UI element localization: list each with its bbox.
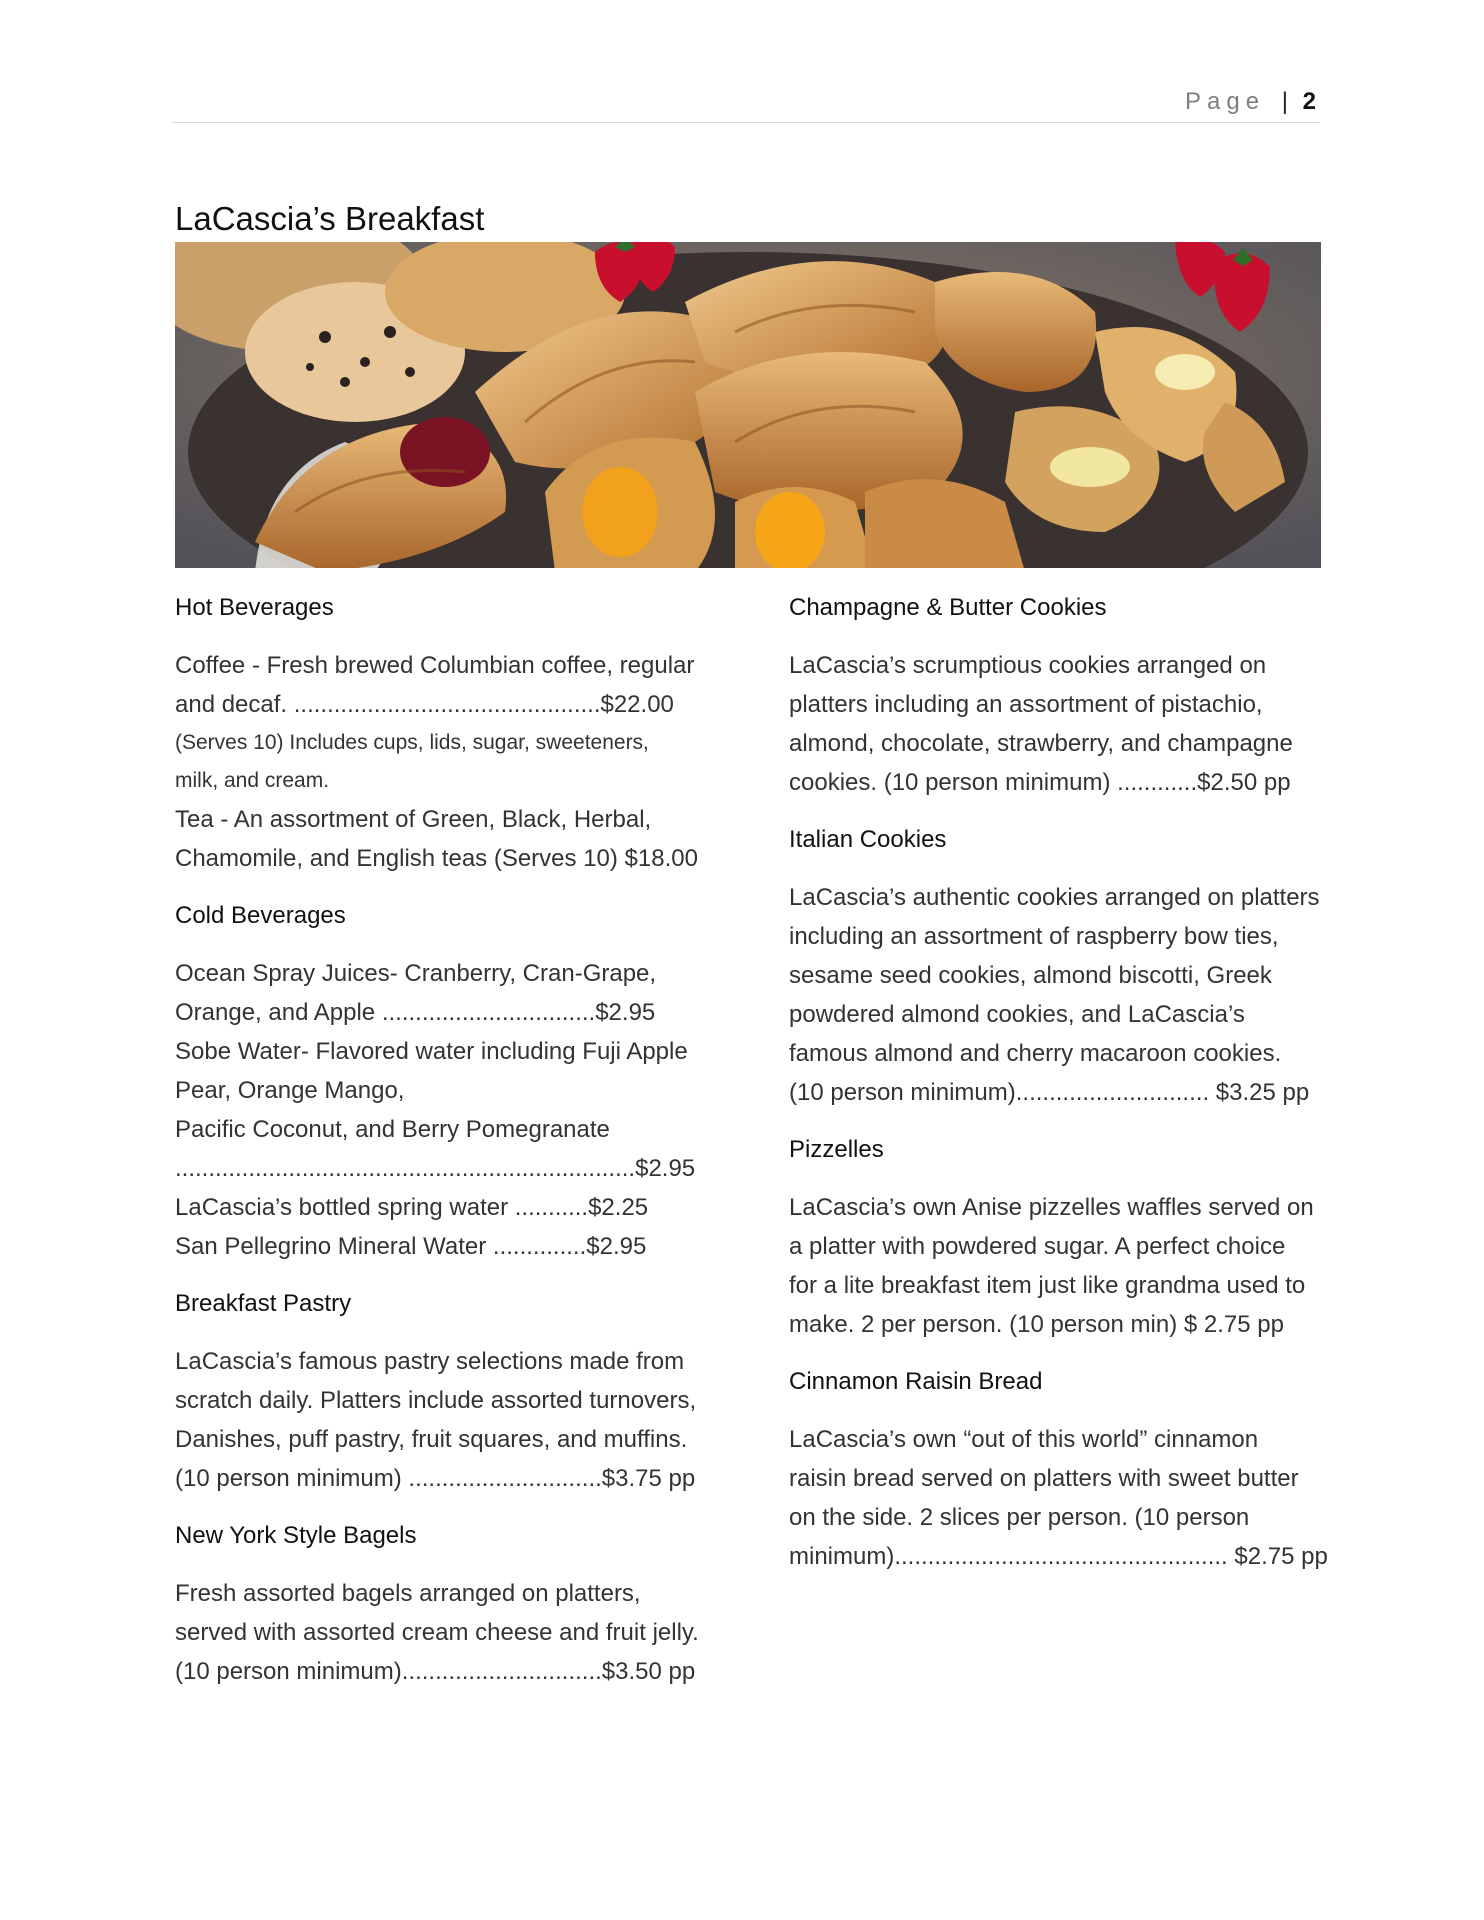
section-title: New York Style Bagels bbox=[175, 1522, 417, 1549]
section-title: Cinnamon Raisin Bread bbox=[789, 1368, 1043, 1395]
menu-line: LaCascia’s bottled spring water ...........$2.25 bbox=[175, 1194, 649, 1221]
menu-line: including an assortment of raspberry bow ties, bbox=[789, 923, 1279, 950]
menu-line: almond, chocolate, strawberry, and champagne bbox=[789, 730, 1293, 757]
menu-line: platters including an assortment of pistachio, bbox=[789, 691, 1263, 718]
left-column bbox=[175, 590, 735, 1697]
page-title: LaCascia’s Breakfast bbox=[175, 200, 485, 238]
section-title: Cold Beverages bbox=[175, 902, 346, 929]
menu-line: San Pellegrino Mineral Water ..............$2.95 bbox=[175, 1233, 647, 1260]
section-title: Italian Cookies bbox=[789, 826, 947, 853]
menu-line: minimum).................................................. $2.75 pp bbox=[789, 1543, 1328, 1570]
menu-line: a platter with powdered sugar. A perfect choice bbox=[789, 1233, 1286, 1260]
menu-line: Danishes, puff pastry, fruit squares, and muffins. bbox=[175, 1426, 688, 1453]
menu-line: LaCascia’s scrumptious cookies arranged on bbox=[789, 652, 1267, 679]
section-title: Pizzelles bbox=[789, 1136, 884, 1163]
page-number-label bbox=[1185, 88, 1316, 116]
menu-line: LaCascia’s authentic cookies arranged on platters bbox=[789, 884, 1320, 911]
menu-section-pizzelles bbox=[789, 1132, 1329, 1358]
menu-line: Ocean Spray Juices- Cranberry, Cran-Grape, bbox=[175, 960, 657, 987]
menu-line: on the side. 2 slices per person. (10 person bbox=[789, 1504, 1250, 1531]
menu-section-bagels bbox=[175, 1518, 735, 1691]
menu-line: raisin bread served on platters with sweet butter bbox=[789, 1465, 1299, 1492]
menu-line: Tea - An assortment of Green, Black, Herbal, bbox=[175, 806, 652, 833]
menu-line: Pacific Coconut, and Berry Pomegranate bbox=[175, 1116, 610, 1143]
section-title: Champagne & Butter Cookies bbox=[789, 594, 1107, 621]
section-title: Breakfast Pastry bbox=[175, 1290, 352, 1317]
menu-line: served with assorted cream cheese and fruit jelly. bbox=[175, 1619, 699, 1646]
page-separator: | bbox=[1281, 88, 1290, 115]
menu-line: cookies. (10 person minimum) ............$2.50 pp bbox=[789, 769, 1291, 796]
right-column bbox=[789, 590, 1329, 1582]
menu-line: sesame seed cookies, almond biscotti, Greek bbox=[789, 962, 1272, 989]
menu-line: Sobe Water- Flavored water including Fuji Apple bbox=[175, 1038, 688, 1065]
menu-line: (Serves 10) Includes cups, lids, sugar, sweeteners, bbox=[175, 731, 649, 754]
menu-line: LaCascia’s famous pastry selections made from bbox=[175, 1348, 685, 1375]
menu-line: Chamomile, and English teas (Serves 10) $18.00 bbox=[175, 845, 698, 872]
menu-line: powdered almond cookies, and LaCascia’s bbox=[789, 1001, 1245, 1028]
menu-section-champagne-butter-cookies bbox=[789, 590, 1329, 816]
menu-line: famous almond and cherry macaroon cookies. bbox=[789, 1040, 1282, 1067]
menu-line: make. 2 per person. (10 person min) $ 2.75 pp bbox=[789, 1311, 1284, 1338]
menu-line: scratch daily. Platters include assorted turnovers, bbox=[175, 1387, 697, 1414]
menu-line: LaCascia’s own “out of this world” cinnamon bbox=[789, 1426, 1259, 1453]
menu-line: (10 person minimum)............................. $3.25 pp bbox=[789, 1079, 1310, 1106]
menu-line: for a lite breakfast item just like grandma used to bbox=[789, 1272, 1306, 1299]
menu-line: (10 person minimum)..............................$3.50 pp bbox=[175, 1658, 696, 1685]
pastry-platter-illustration bbox=[175, 242, 1321, 568]
menu-line: and decaf. ..............................................$22.00 bbox=[175, 691, 674, 718]
menu-line: Pear, Orange Mango, bbox=[175, 1077, 405, 1104]
menu-section-italian-cookies bbox=[789, 822, 1329, 1126]
menu-section-cinnamon-raisin-bread bbox=[789, 1364, 1329, 1576]
menu-line: milk, and cream. bbox=[175, 769, 330, 792]
menu-line: Orange, and Apple ................................$2.95 bbox=[175, 999, 656, 1026]
menu-section-hot-beverages bbox=[175, 590, 735, 892]
menu-line: (10 person minimum) .............................$3.75 pp bbox=[175, 1465, 696, 1492]
menu-line: Fresh assorted bagels arranged on platters, bbox=[175, 1580, 641, 1607]
page-word: Page bbox=[1185, 88, 1266, 115]
page-number: 2 bbox=[1302, 88, 1316, 115]
menu-line: Coffee - Fresh brewed Columbian coffee, regular bbox=[175, 652, 695, 679]
page-header bbox=[172, 86, 1320, 123]
menu-line: .....................................................................$2.95 bbox=[175, 1155, 696, 1182]
section-title: Hot Beverages bbox=[175, 594, 334, 621]
menu-section-breakfast-pastry bbox=[175, 1286, 735, 1512]
pastry-platter-photo bbox=[175, 242, 1321, 568]
menu-line: LaCascia’s own Anise pizzelles waffles served on bbox=[789, 1194, 1314, 1221]
menu-section-cold-beverages bbox=[175, 898, 735, 1280]
